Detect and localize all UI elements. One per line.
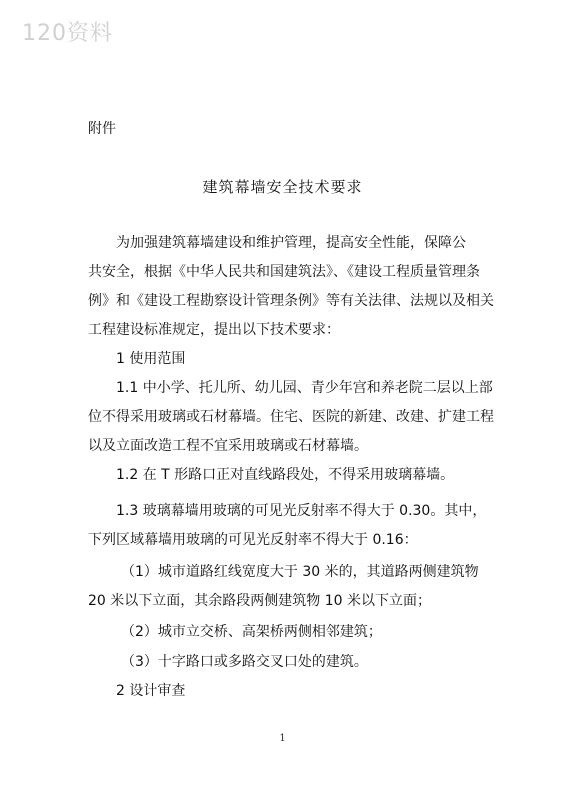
page-number: 1 [279,733,286,744]
list-item-2: （2）城市立交桥、高架桥两侧相邻建筑； [121,624,382,640]
intro-line: 共安全，根据《中华人民共和国建筑法》、《建设工程质量管理条 [88,264,480,280]
section-1-heading: 1 使用范围 [116,351,186,367]
list-item-line: 20 米以下立面，其余路段两侧建筑物 10 米以下立面； [88,593,431,609]
clause-1-2: 1.2 在 T 形路口正对直线路段处，不得采用玻璃幕墙。 [116,467,455,483]
list-item-line: （1）城市道路红线宽度大于 30 米的，其道路两侧建筑物 [121,564,479,580]
document-title: 建筑幕墙安全技术要求 [202,178,363,196]
list-item-3: （3）十字路口或多路交叉口处的建筑。 [121,654,368,670]
list-item-1 [88,558,490,616]
watermark-logo: 120资料 [22,21,113,46]
clause-line: 1.3 玻璃幕墙用玻璃的可见光反射率不得大于 0.30。其中， [116,503,487,519]
clause-line: 以及立面改造工程不宜采用玻璃或石材幕墙。 [88,438,368,454]
clause-line: 下列区域幕墙用玻璃的可见光反射率不得大于 0.16： [88,532,418,548]
clause-1-3 [88,497,490,555]
section-2-heading: 2 设计审查 [116,683,186,699]
intro-line: 例》和《建设工程勘察设计管理条例》等有关法律、法规以及相关 [88,293,494,309]
clause-line: 1.1 中小学、托儿所、幼儿园、青少年宫和养老院二层以上部 [116,380,493,396]
attachment-label: 附件 [88,121,116,137]
intro-line: 工程建设标准规定，提出以下技术要求： [88,322,340,338]
intro-line: 为加强建筑幕墙建设和维护管理，提高安全性能，保障公 [116,235,466,251]
intro-paragraph [88,229,494,345]
clause-1-1 [88,374,494,461]
clause-line: 位不得采用玻璃或石材幕墙。住宅、医院的新建、改建、扩建工程 [88,409,494,425]
